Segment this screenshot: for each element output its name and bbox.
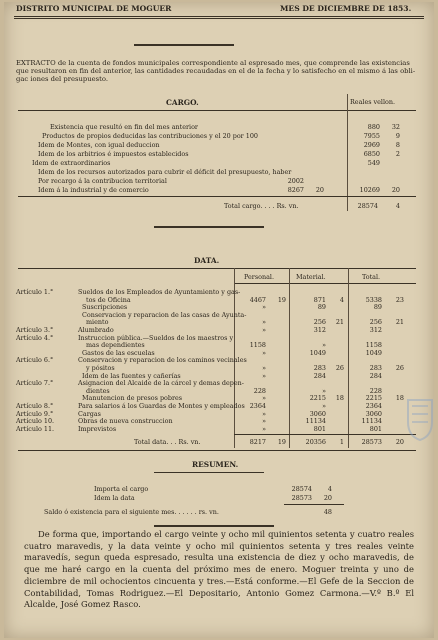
- data-row-total: 1049: [365, 348, 382, 357]
- cargo-row-reales: 2969: [363, 141, 380, 149]
- data-row-personal: »: [262, 326, 266, 334]
- header-month: MES DE DICIEMBRE DE 1853.: [280, 4, 412, 13]
- data-row-total: 284: [369, 371, 382, 380]
- header-district: DISTRITO MUNICIPAL DE MOGUER: [16, 4, 172, 13]
- cargo-total-reales: 28574: [357, 202, 378, 210]
- data-row-article: Artículo 9.°: [16, 409, 54, 418]
- resumen-title: RESUMEN.: [192, 460, 239, 469]
- cargo-row-reales: 7955: [363, 132, 380, 140]
- resumen-row-reales: 28573: [291, 494, 312, 502]
- data-row-total: 256: [369, 318, 382, 327]
- data-total-label: Total data. . . Rs. vn.: [134, 438, 201, 446]
- cargo-row-reales: 880: [367, 123, 380, 131]
- data-row-text: Sueldos de los Empleados de Ayuntamiento y gas-: [78, 288, 241, 296]
- data-row-personal: »: [262, 394, 266, 403]
- data-col-personal: Personal.: [244, 273, 274, 281]
- resumen-row-maravedis: 20: [323, 494, 332, 502]
- data-row-personal: »: [262, 303, 266, 312]
- data-bottom-rule: [234, 434, 416, 435]
- data-row-text: miento: [86, 318, 109, 327]
- cargo-row-partial: 8267: [287, 186, 304, 194]
- data-row-personal: »: [262, 424, 266, 433]
- data-row-material: 2215: [309, 394, 326, 403]
- data-row-material: 3060: [309, 409, 326, 418]
- data-row-material: 89: [317, 303, 326, 312]
- cargo-row-text: Existencia que resultó en fin del mes anterior: [50, 123, 198, 131]
- data-row-personal: »: [262, 409, 266, 418]
- data-row-text: Suscripciones: [82, 303, 128, 312]
- resumen-saldo-label: Saldo ó existencia para el siguiente mes. . . . . . rs. vn.: [44, 508, 219, 516]
- data-row-material: 256: [313, 318, 326, 327]
- cargo-row-text: Idem de extraordinarios: [32, 159, 111, 167]
- cargo-top-rule: [18, 110, 416, 111]
- data-header-rule: [234, 283, 416, 284]
- data-row-total: 228: [369, 386, 382, 395]
- cargo-row-reales: 6850: [363, 150, 380, 158]
- data-row-material: 801: [313, 424, 326, 433]
- data-total-material-mrs: 1: [339, 438, 344, 446]
- data-row-total: 89: [373, 303, 382, 312]
- data-row-article: Artículo 3.°: [16, 326, 54, 334]
- cargo-bottom-rule: [18, 196, 416, 197]
- data-row-material-mrs: 18: [335, 394, 344, 403]
- cargo-title: CARGO.: [166, 98, 199, 107]
- data-row-personal: »: [262, 364, 266, 372]
- data-row-total: 801: [369, 424, 382, 433]
- data-row-personal: 2364: [249, 402, 266, 410]
- cargo-row-text: Idem de los arbitrios é impuestos establecidos: [38, 150, 189, 158]
- resumen-sum-rule: [284, 504, 344, 505]
- data-row-text: Conservacion y reparacion de las casas de Ayunta-: [82, 310, 247, 319]
- data-row-personal: 228: [253, 386, 266, 395]
- data-row-text: Obras de nueva construccion: [78, 417, 173, 426]
- data-row-text: Asignacion del Alcaide de la cárcel y demas depen-: [78, 379, 244, 388]
- data-row-article: Artículo 1.°: [16, 288, 54, 296]
- section-ornament: [154, 226, 264, 228]
- data-row-personal: 4467: [249, 295, 266, 304]
- data-row-text: Idem de las fuentes y cañerías: [82, 371, 181, 380]
- data-row-material-mrs: 21: [335, 318, 344, 327]
- data-row-text: Alumbrado: [78, 326, 114, 334]
- data-total-total-mrs: 20: [395, 438, 404, 446]
- resumen-row-text: Importa el cargo: [94, 485, 149, 493]
- cargo-row-text: Por recargo á la contribucion territorial: [38, 177, 167, 185]
- data-total-material: 20356: [305, 438, 326, 446]
- data-row-total: 1158: [365, 341, 382, 350]
- cargo-row-partial-mrs: 20: [315, 186, 324, 194]
- cargo-row-text: Idem de Montes, con igual deduccion: [38, 141, 160, 149]
- data-divider-2: [289, 268, 290, 448]
- data-row-article: Artículo 6.°: [16, 356, 54, 365]
- header-ornament: [134, 44, 234, 46]
- data-row-material: 871: [313, 295, 326, 304]
- data-row-material: 284: [313, 371, 326, 380]
- closing-paragraph: De forma que, importando el cargo veinte y ocho mil quinientos setenta y cuatro reales cuatro maravedis, y la data veinte y ocho mil quinientos setenta y tres reales veinte maravedís, segun queda espresado, resulta una existencia de diez y ocho maravedis, de que me haré cargo en la cuenta del próximo mes de enero. Moguer treinta y uno de diciembre de mil ochocientos cincuenta y tres.—Está conforme.—El Gefe de la Seccion de Contabilidad, Tomas Rodriguez.—El Depositario, Antonio Gomez Carmona.—V.º B.º El Alcalde, José Gomez Rasco.: [24, 529, 414, 610]
- data-row-material: 11134: [305, 417, 326, 426]
- data-total-personal: 8217: [249, 438, 266, 446]
- data-total-total: 28573: [361, 438, 382, 446]
- data-row-text: tos de Oficina: [86, 295, 131, 304]
- data-row-material: 283: [313, 364, 326, 372]
- archive-seal-icon: [400, 396, 434, 442]
- data-row-text: Gastos de las escuelas: [82, 348, 155, 357]
- data-title: DATA.: [194, 256, 220, 265]
- cargo-col-header: Reales vellon.: [350, 98, 396, 106]
- cargo-row-maravedis: 2: [395, 150, 400, 158]
- data-row-material: »: [322, 341, 326, 350]
- intro-line-1: EXTRACTO de la cuenta de fondos municipales correspondiente al espresado mes, que comprende las existencias: [16, 59, 410, 67]
- data-row-article: Artículo 4.°: [16, 333, 54, 342]
- cargo-row-maravedis: 8: [395, 141, 400, 149]
- data-row-personal-mrs: 19: [277, 295, 286, 304]
- data-row-total: 312: [369, 326, 382, 334]
- resumen-rule: [154, 472, 264, 473]
- document-page: [4, 2, 434, 638]
- cargo-total-label: Total cargo. . . . Rs. vn.: [224, 202, 299, 210]
- resumen-row-reales: 28574: [291, 485, 312, 493]
- data-row-text: dientes: [86, 386, 110, 395]
- data-top-rule: [18, 268, 416, 269]
- data-row-text: Para salarios á los Guardas de Montes y empleados: [78, 402, 245, 410]
- data-row-total: 2364: [365, 402, 382, 410]
- data-row-material: »: [322, 386, 326, 395]
- data-row-text: Manutencion de presos pobres: [82, 394, 183, 403]
- data-row-article: Artículo 8.°: [16, 402, 54, 410]
- resumen-saldo-maravedis: 48: [323, 508, 332, 516]
- data-row-material: 312: [313, 326, 326, 334]
- data-row-personal: »: [262, 348, 266, 357]
- closing-ornament: [154, 525, 274, 527]
- data-row-article: Artículo 10.: [16, 417, 55, 426]
- data-row-material: »: [322, 402, 326, 410]
- data-row-total-mrs: 21: [395, 318, 404, 327]
- data-row-total-mrs: 23: [395, 295, 404, 304]
- data-divider-3: [348, 268, 349, 448]
- data-col-material: Material.: [296, 273, 326, 281]
- cargo-row-maravedis: 32: [391, 123, 400, 131]
- intro-line-3: gac iones del presupuesto.: [16, 75, 108, 83]
- data-row-text: mas dependientes: [86, 341, 145, 350]
- data-row-material: 1049: [309, 348, 326, 357]
- data-total-personal-mrs: 19: [277, 438, 286, 446]
- data-row-personal: 1158: [249, 341, 266, 350]
- cargo-row-text: Idem de los recursos autorizados para cubrir el déficit del presupuesto, haber: [38, 168, 292, 176]
- data-row-material-mrs: 26: [335, 364, 344, 372]
- resumen-row-text: Idem la data: [94, 494, 135, 502]
- data-row-total: 5338: [365, 295, 382, 304]
- data-row-text: Cargas: [78, 409, 101, 418]
- data-row-article: Artículo 7.°: [16, 379, 54, 388]
- data-row-article: Artículo 11.: [16, 424, 55, 433]
- header-rule: [14, 16, 424, 19]
- data-row-total-mrs: 26: [395, 364, 404, 372]
- data-row-total: 3060: [365, 409, 382, 418]
- cargo-row-maravedis: 9: [395, 132, 400, 140]
- cargo-total-maravedis: 4: [395, 202, 400, 210]
- data-row-personal: »: [262, 318, 266, 327]
- cargo-row-partial: 2002: [287, 177, 304, 185]
- data-row-material-mrs: 4: [339, 295, 344, 304]
- resumen-row-maravedis: 4: [327, 485, 332, 493]
- data-row-total: 11134: [361, 417, 382, 426]
- data-row-total: 2215: [365, 394, 382, 403]
- data-row-personal: »: [262, 417, 266, 426]
- data-row-total-mrs: 18: [395, 394, 404, 403]
- cargo-row-maravedis: 20: [391, 186, 400, 194]
- data-row-text: Conservacion y reparacion de los caminos vecinales: [78, 356, 247, 365]
- data-row-text: Instruccion pública.—Sueldos de los maestros y: [78, 333, 234, 342]
- cargo-row-reales: 549: [367, 159, 380, 167]
- data-row-personal: »: [262, 371, 266, 380]
- cargo-col-divider: [347, 94, 348, 211]
- cargo-row-reales: 10269: [359, 186, 380, 194]
- data-row-text: Imprevistos: [78, 424, 117, 433]
- data-row-total: 283: [369, 364, 382, 372]
- cargo-row-text: Productos de propios deducidas las contribuciones y el 20 por 100: [42, 132, 258, 140]
- cargo-row-text: Idem á la industrial y de comercio: [38, 186, 149, 194]
- data-row-text: y pósitos: [86, 364, 115, 372]
- data-end-rule: [18, 450, 416, 451]
- data-col-total: Total.: [362, 273, 381, 281]
- intro-line-2: que resultaron en fin del anterior, las cantidades recaudadas en el de la fecha y lo satisfecho en el mismo á las obli-: [16, 67, 416, 75]
